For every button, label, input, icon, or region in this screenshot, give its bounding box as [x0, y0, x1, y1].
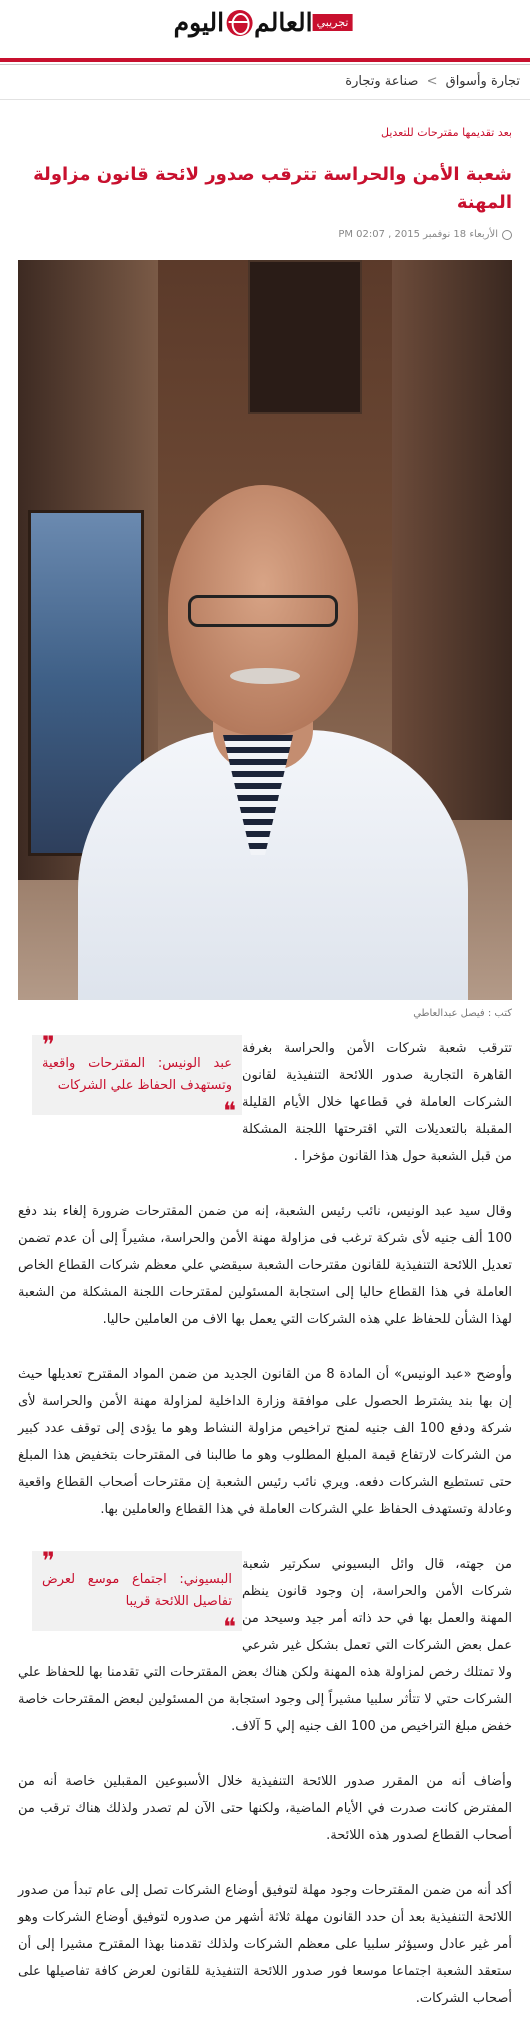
- masthead: [0, 0, 530, 58]
- quote-open-icon: ❞: [42, 1031, 55, 1059]
- article-paragraph: أكد أنه من ضمن المقترحات وجود مهلة لتوفيق أوضاع الشركات تصل إلى عام تبدأ من صدور اللائحة التنفيذية بعد أن حدد القانون مهلة ثلاثة أشهر من صدوره لتوفيق أوضاع الشركات وهو أمر غير عادل وسيؤثر سلبيا على معظم الشركات ولذلك تقدمنا بهذا المقترح مشيرا إلى أن ستعقد الشعبة اجتماعا موسعا فور صدور اللائحة التنفيذية للقانون لعرض كافة تفاصيلها على أصحاب الشركات.: [18, 1883, 512, 2006]
- article-paragraph: وقال سيد عبد الونيس، نائب رئيس الشعبة، إنه من ضمن المقترحات ضرورة إلغاء بند دفع 100 ألف جنيه لأى شركة ترغب فى مزاولة مهنة الأمن والحراسة، مشيراً إلى أن عدم تضمن تعديل اللائحة التنفيذية للقانون مقترحات الشعبة سيقضي علي معظم شركات القطاع الخاص العاملة في هذا القطاع حاليا إلى استجابة المسئولين لمقترحات اللجنة المشكلة من الشعبة لهذا الشأن للحفاظ علي هذه الشركات التي يعمل بها الاف من العاملين حاليا.: [18, 1204, 512, 1327]
- dateline-text: الأربعاء 18 نوفمبر 2015 , 02:07 PM: [338, 229, 498, 240]
- article-paragraph: من جهته، قال وائل البسيوني سكرتير شعبة شركات الأمن والحراسة، إن وجود قانون ينظم المهنة والعمل بها في حد ذاته أمر جيد وسيحد من عمل بعض الشركات التي تعمل بشكل غير شرعي ولا تمتلك رخص لمزاولة هذه المهنة ولكن هناك بعض المقترحات التي تقدمنا بها للحفاظ علي الشركات حتي لا تتأثر سلبيا مشيراً إلى وجود استجابة من المسئولين لبعض المقترحات خاصة خفض مبلغ التراخيص من 100 الف جنيه إلي 5 آلاف.: [18, 1557, 512, 1734]
- article-paragraph: تترقب شعبة شركات الأمن والحراسة بغرفة القاهرة التجارية صدور اللائحة التنفيذية لقانون الشركات العاملة في قطاعها خلال الأيام القليلة المقبلة بالتعديلات التي اقترحتها اللجنة المشكلة من قبل الشعبة حول هذا القانون مؤخرا .: [242, 1041, 512, 1164]
- photo-glasses: [188, 595, 338, 627]
- article-dateline: [18, 229, 512, 240]
- beta-badge: تجريبي: [313, 14, 353, 31]
- article-body: [18, 1031, 513, 2012]
- logo-text-right: العالم: [254, 8, 313, 37]
- globe-icon: [226, 10, 252, 36]
- quote-close-icon: ❝: [223, 1097, 236, 1125]
- masthead-red-bar: [0, 58, 530, 62]
- pull-quote-2-text: البسيوني: اجتماع موسع لعرض تفاصيل اللائحة قريبا: [42, 1572, 232, 1609]
- article-container: [0, 126, 530, 2012]
- article-paragraph: وأوضح «عبد الونيس» أن المادة 8 من القانون الجديد من ضمن المواد المقترح تعديلها حيث إن بها بند يشترط الحصول على موافقة وزارة الداخلية لمزاولة مهنة الأمن والحراسة لأى شركة ودفع 100 الف جنيه لمنح تراخيص مزاولة النشاط وهو ما يؤدى إلى توقف عدد كبير من الشركات لارتفاع قيمة المبلغ المطلوب وهو ما طالبنا فى المقترحات بتخفيض هذا المبلغ حتى تستطيع الشركات دفعه. ويري نائب رئيس الشعبة إن مقترحات أصحاب القطاع واقعية وعادلة وتستهدف الحفاظ علي الشركات العاملة في هذا القطاع والعاملين بها.: [18, 1367, 513, 1517]
- article-kicker: بعد تقديمها مقترحات للتعديل: [380, 126, 512, 139]
- breadcrumb-item-trade[interactable]: تجارة وأسواق: [445, 74, 520, 89]
- breadcrumb-item-industry[interactable]: صناعة وتجارة: [345, 74, 419, 89]
- article-paragraph: وأضاف أنه من المقرر صدور اللائحة التنفيذية خلال الأسبوعين المقبلين خاصة أنه من المفترض كانت صدرت في الأيام الماضية، ولكنها حتى الآن لم تصدر ولذلك هناك ترقب من أصحاب القطاع لصدور هذه اللائحة.: [18, 1774, 512, 1843]
- article-photo: [18, 260, 512, 1000]
- photo-background-right: [392, 260, 512, 820]
- photo-window: [248, 260, 362, 414]
- clock-icon: [502, 230, 512, 240]
- quote-close-icon: ❝: [223, 1613, 236, 1641]
- breadcrumb: [0, 65, 530, 100]
- pull-quote-1-text: عبد الونيس: المقترحات واقعية وتستهدف الحفاظ علي الشركات: [42, 1056, 232, 1093]
- article-title: شعبة الأمن والحراسة تترقب صدور لائحة قانون مزاولة المهنة: [33, 164, 512, 213]
- breadcrumb-separator: >: [426, 74, 438, 89]
- pull-quote-2: [32, 1547, 242, 1641]
- pull-quote-1: [32, 1031, 242, 1125]
- photo-caption: كتب : فيصل عبدالعاطي: [413, 1008, 512, 1019]
- site-logo[interactable]: [174, 8, 357, 37]
- photo-mustache: [230, 668, 300, 684]
- logo-text-left: اليوم: [173, 8, 225, 37]
- quote-open-icon: ❞: [42, 1547, 55, 1575]
